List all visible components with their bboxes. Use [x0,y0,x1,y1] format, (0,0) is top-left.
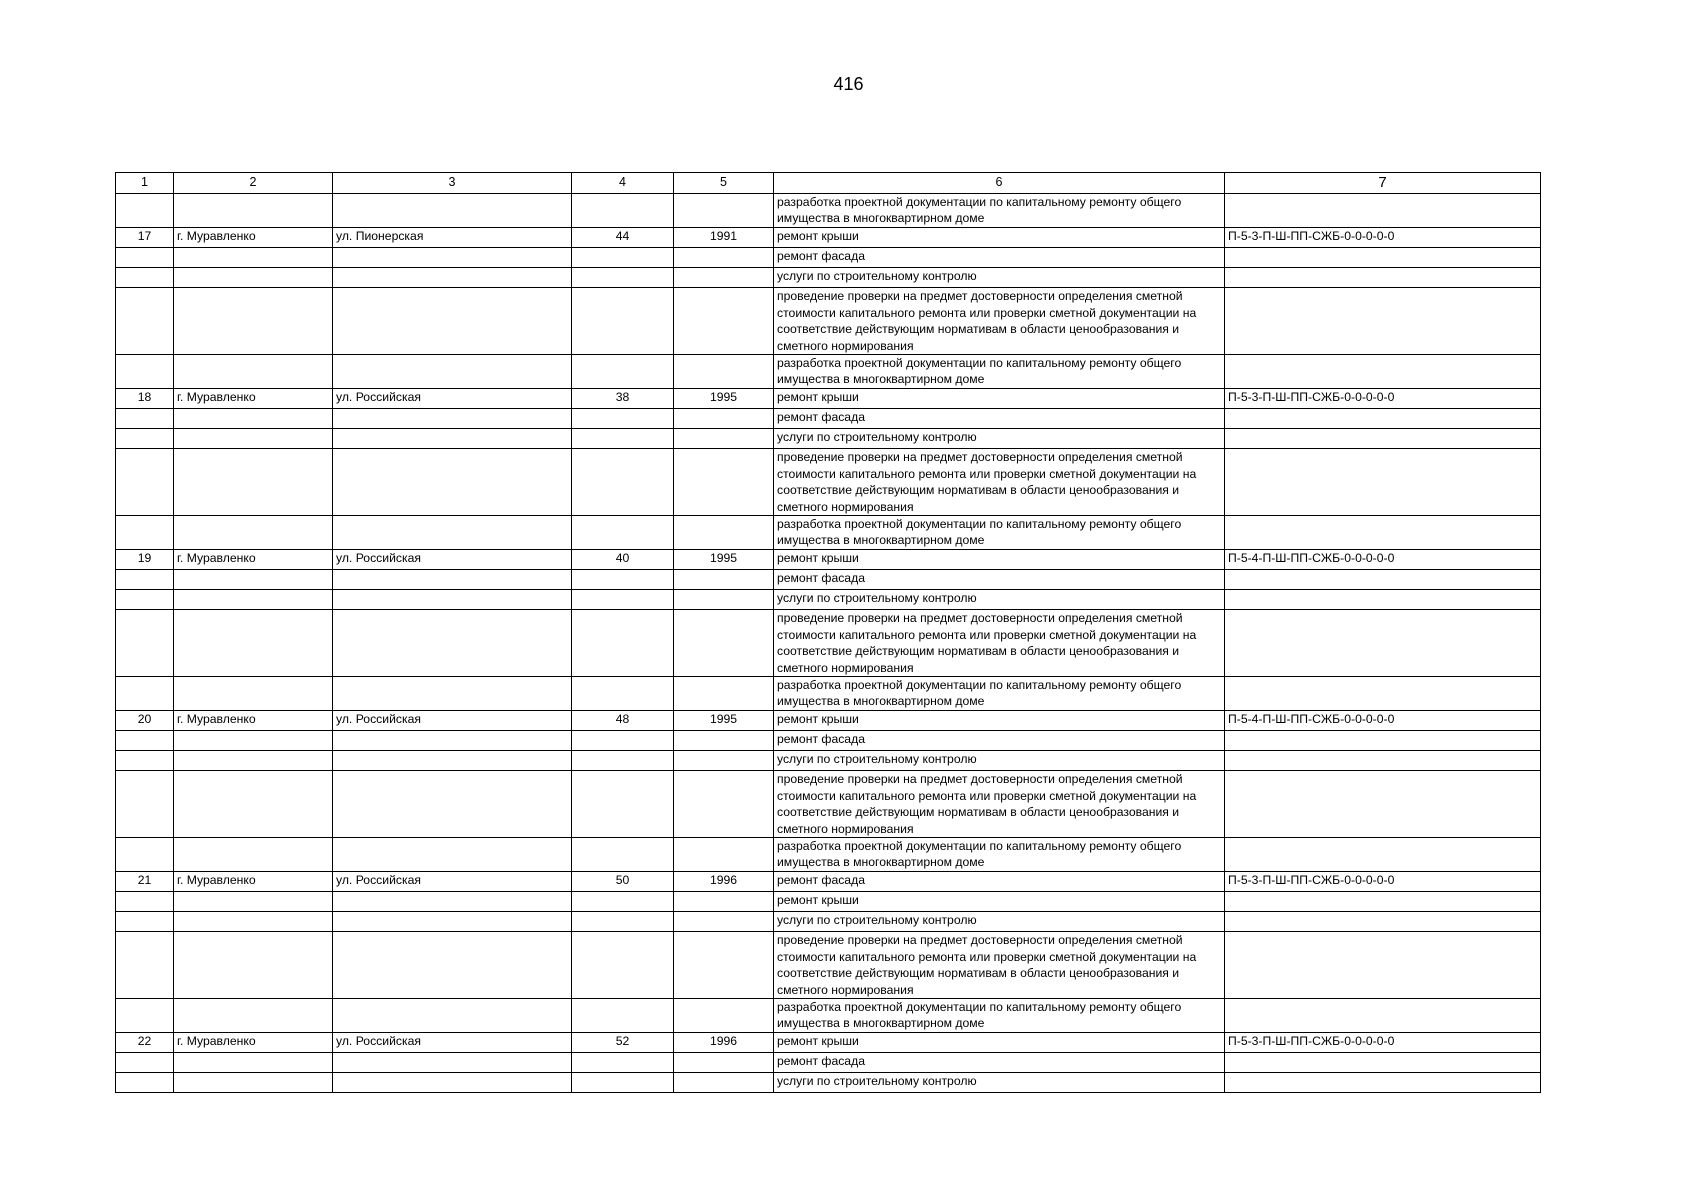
header-cell: 7 [1225,173,1541,194]
street-cell [333,838,572,872]
city-cell [174,449,333,516]
row-number-cell [116,516,174,550]
year-cell [674,1053,774,1073]
city-cell [174,771,333,838]
city-cell [174,731,333,751]
work-type-cell: ремонт фасада [774,248,1225,268]
city-cell [174,409,333,429]
city-cell [174,912,333,932]
year-cell [674,590,774,610]
year-cell: 1996 [674,872,774,892]
house-number-cell: 40 [572,550,674,570]
year-cell [674,1073,774,1093]
work-type-cell: услуги по строительному контролю [774,429,1225,449]
row-number-cell [116,912,174,932]
table-row [116,449,1541,516]
row-number-cell [116,771,174,838]
street-cell [333,194,572,228]
house-number-cell [572,409,674,429]
year-cell [674,449,774,516]
city-cell [174,590,333,610]
city-cell: г. Муравленко [174,389,333,409]
year-cell: 1991 [674,228,774,248]
street-cell [333,932,572,999]
table-row [116,228,1541,248]
house-number-cell [572,999,674,1033]
city-cell [174,429,333,449]
city-cell [174,288,333,355]
row-number-cell [116,838,174,872]
row-number-cell: 19 [116,550,174,570]
work-type-cell: проведение проверки на предмет достоверности определения сметной стоимости капитального ремонта или проверки сметной документации на соответствие действующим нормативам в области ценообразования и сметного нормирования [774,449,1225,516]
street-cell [333,731,572,751]
house-number-cell [572,771,674,838]
work-type-cell: ремонт крыши [774,892,1225,912]
row-number-cell [116,409,174,429]
code-cell [1225,449,1541,516]
table-row [116,610,1541,677]
city-cell: г. Муравленко [174,228,333,248]
table-row [116,677,1541,711]
house-number-cell [572,194,674,228]
table-row [116,516,1541,550]
row-number-cell: 21 [116,872,174,892]
code-cell: П-5-3-П-Ш-ПП-СЖБ-0-0-0-0-0 [1225,1033,1541,1053]
code-cell [1225,516,1541,550]
table-row [116,590,1541,610]
code-cell: П-5-3-П-Ш-ПП-СЖБ-0-0-0-0-0 [1225,389,1541,409]
code-cell [1225,429,1541,449]
work-type-cell: услуги по строительному контролю [774,751,1225,771]
street-cell [333,248,572,268]
work-type-cell: ремонт крыши [774,389,1225,409]
year-cell [674,194,774,228]
row-number-cell [116,610,174,677]
code-cell [1225,194,1541,228]
work-type-cell: услуги по строительному контролю [774,1073,1225,1093]
code-cell [1225,409,1541,429]
work-type-cell: проведение проверки на предмет достоверности определения сметной стоимости капитального ремонта или проверки сметной документации на соответствие действующим нормативам в области ценообразования и сметного нормирования [774,610,1225,677]
year-cell [674,409,774,429]
table-row [116,288,1541,355]
work-type-cell: ремонт фасада [774,409,1225,429]
code-cell: П-5-3-П-Ш-ПП-СЖБ-0-0-0-0-0 [1225,872,1541,892]
code-cell [1225,1073,1541,1093]
code-cell [1225,771,1541,838]
repair-table [115,172,1541,1093]
house-number-cell: 44 [572,228,674,248]
year-cell [674,892,774,912]
table-row [116,751,1541,771]
year-cell: 1995 [674,550,774,570]
row-number-cell [116,570,174,590]
row-number-cell: 17 [116,228,174,248]
table-row [116,429,1541,449]
street-cell [333,1053,572,1073]
table-row [116,912,1541,932]
house-number-cell [572,731,674,751]
street-cell [333,590,572,610]
house-number-cell [572,248,674,268]
house-number-cell: 48 [572,711,674,731]
work-type-cell: проведение проверки на предмет достоверности определения сметной стоимости капитального ремонта или проверки сметной документации на соответствие действующим нормативам в области ценообразования и сметного нормирования [774,932,1225,999]
work-type-cell: ремонт крыши [774,228,1225,248]
year-cell: 1996 [674,1033,774,1053]
street-cell: ул. Российская [333,389,572,409]
table-row [116,711,1541,731]
code-cell: П-5-4-П-Ш-ПП-СЖБ-0-0-0-0-0 [1225,550,1541,570]
work-type-cell: ремонт крыши [774,550,1225,570]
year-cell [674,516,774,550]
house-number-cell [572,355,674,389]
city-cell: г. Муравленко [174,550,333,570]
code-cell [1225,268,1541,288]
code-cell [1225,570,1541,590]
street-cell [333,677,572,711]
work-type-cell: ремонт фасада [774,570,1225,590]
row-number-cell [116,1073,174,1093]
table-row [116,892,1541,912]
street-cell [333,912,572,932]
street-cell: ул. Российская [333,550,572,570]
street-cell [333,288,572,355]
table-row [116,194,1541,228]
code-cell [1225,1053,1541,1073]
row-number-cell [116,1053,174,1073]
row-number-cell [116,999,174,1033]
city-cell [174,194,333,228]
row-number-cell [116,194,174,228]
street-cell [333,516,572,550]
street-cell [333,610,572,677]
code-cell: П-5-3-П-Ш-ПП-СЖБ-0-0-0-0-0 [1225,228,1541,248]
year-cell [674,932,774,999]
header-cell: 1 [116,173,174,194]
street-cell [333,570,572,590]
street-cell [333,449,572,516]
code-cell: П-5-4-П-Ш-ПП-СЖБ-0-0-0-0-0 [1225,711,1541,731]
table-row [116,999,1541,1033]
work-type-cell: разработка проектной документации по капитальному ремонту общего имущества в многоквартирном доме [774,677,1225,711]
table-row [116,1053,1541,1073]
city-cell [174,751,333,771]
year-cell [674,771,774,838]
work-type-cell: ремонт крыши [774,1033,1225,1053]
table-row [116,771,1541,838]
table-row [116,389,1541,409]
house-number-cell [572,590,674,610]
row-number-cell [116,932,174,999]
code-cell [1225,932,1541,999]
city-cell [174,268,333,288]
house-number-cell [572,932,674,999]
city-cell [174,677,333,711]
city-cell: г. Муравленко [174,711,333,731]
header-cell: 5 [674,173,774,194]
year-cell: 1995 [674,389,774,409]
header-cell: 2 [174,173,333,194]
code-cell [1225,610,1541,677]
table-row [116,1033,1541,1053]
table-row [116,932,1541,999]
row-number-cell [116,429,174,449]
city-cell: г. Муравленко [174,1033,333,1053]
year-cell [674,677,774,711]
work-type-cell: услуги по строительному контролю [774,912,1225,932]
city-cell [174,838,333,872]
table-row [116,550,1541,570]
row-number-cell [116,892,174,912]
city-cell [174,932,333,999]
street-cell [333,355,572,389]
house-number-cell [572,1053,674,1073]
code-cell [1225,999,1541,1033]
code-cell [1225,731,1541,751]
year-cell [674,999,774,1033]
table-row [116,731,1541,751]
row-number-cell [116,268,174,288]
year-cell [674,570,774,590]
house-number-cell [572,268,674,288]
code-cell [1225,590,1541,610]
code-cell [1225,838,1541,872]
table-row [116,1073,1541,1093]
code-cell [1225,288,1541,355]
year-cell [674,268,774,288]
code-cell [1225,248,1541,268]
year-cell [674,610,774,677]
year-cell [674,751,774,771]
year-cell [674,429,774,449]
street-cell [333,409,572,429]
city-cell [174,248,333,268]
city-cell [174,1073,333,1093]
work-type-cell: проведение проверки на предмет достоверности определения сметной стоимости капитального ремонта или проверки сметной документации на соответствие действующим нормативам в области ценообразования и сметного нормирования [774,288,1225,355]
code-cell [1225,912,1541,932]
street-cell [333,268,572,288]
year-cell [674,912,774,932]
house-number-cell [572,912,674,932]
city-cell [174,516,333,550]
work-type-cell: разработка проектной документации по капитальному ремонту общего имущества в многоквартирном доме [774,516,1225,550]
house-number-cell [572,892,674,912]
year-cell [674,288,774,355]
street-cell [333,892,572,912]
code-cell [1225,751,1541,771]
work-type-cell: ремонт фасада [774,731,1225,751]
table-row [116,248,1541,268]
house-number-cell [572,677,674,711]
table-row [116,872,1541,892]
code-cell [1225,892,1541,912]
row-number-cell [116,731,174,751]
street-cell: ул. Российская [333,711,572,731]
street-cell: ул. Российская [333,1033,572,1053]
year-cell [674,838,774,872]
table-row [116,570,1541,590]
house-number-cell [572,516,674,550]
city-cell: г. Муравленко [174,872,333,892]
work-type-cell: ремонт фасада [774,872,1225,892]
house-number-cell: 38 [572,389,674,409]
work-type-cell: разработка проектной документации по капитальному ремонту общего имущества в многоквартирном доме [774,838,1225,872]
city-cell [174,610,333,677]
code-cell [1225,355,1541,389]
header-row [116,173,1541,194]
street-cell: ул. Российская [333,872,572,892]
work-type-cell: разработка проектной документации по капитальному ремонту общего имущества в многоквартирном доме [774,355,1225,389]
street-cell [333,999,572,1033]
city-cell [174,999,333,1033]
header-cell: 4 [572,173,674,194]
row-number-cell [116,751,174,771]
house-number-cell [572,610,674,677]
house-number-cell [572,288,674,355]
work-type-cell: услуги по строительному контролю [774,590,1225,610]
header-cell: 6 [774,173,1225,194]
row-number-cell [116,590,174,610]
table-row [116,838,1541,872]
page-number: 416 [833,74,864,94]
year-cell [674,731,774,751]
row-number-cell [116,248,174,268]
house-number-cell: 50 [572,872,674,892]
street-cell [333,1073,572,1093]
year-cell: 1995 [674,711,774,731]
work-type-cell: ремонт крыши [774,711,1225,731]
header-cell: 3 [333,173,572,194]
house-number-cell [572,570,674,590]
city-cell [174,892,333,912]
work-type-cell: проведение проверки на предмет достоверности определения сметной стоимости капитального ремонта или проверки сметной документации на соответствие действующим нормативам в области ценообразования и сметного нормирования [774,771,1225,838]
street-cell [333,771,572,838]
street-cell [333,751,572,771]
house-number-cell [572,751,674,771]
street-cell: ул. Пионерская [333,228,572,248]
work-type-cell: услуги по строительному контролю [774,268,1225,288]
year-cell [674,355,774,389]
row-number-cell [116,288,174,355]
work-type-cell: разработка проектной документации по капитальному ремонту общего имущества в многоквартирном доме [774,999,1225,1033]
city-cell [174,570,333,590]
street-cell [333,429,572,449]
row-number-cell: 20 [116,711,174,731]
table-row [116,409,1541,429]
city-cell [174,355,333,389]
work-type-cell: ремонт фасада [774,1053,1225,1073]
row-number-cell [116,677,174,711]
house-number-cell [572,429,674,449]
house-number-cell [572,1073,674,1093]
row-number-cell: 22 [116,1033,174,1053]
house-number-cell [572,449,674,516]
row-number-cell [116,355,174,389]
year-cell [674,248,774,268]
table-row [116,268,1541,288]
work-type-cell: разработка проектной документации по капитальному ремонту общего имущества в многоквартирном доме [774,194,1225,228]
code-cell [1225,677,1541,711]
house-number-cell [572,838,674,872]
house-number-cell: 52 [572,1033,674,1053]
row-number-cell: 18 [116,389,174,409]
table-row [116,355,1541,389]
row-number-cell [116,449,174,516]
city-cell [174,1053,333,1073]
